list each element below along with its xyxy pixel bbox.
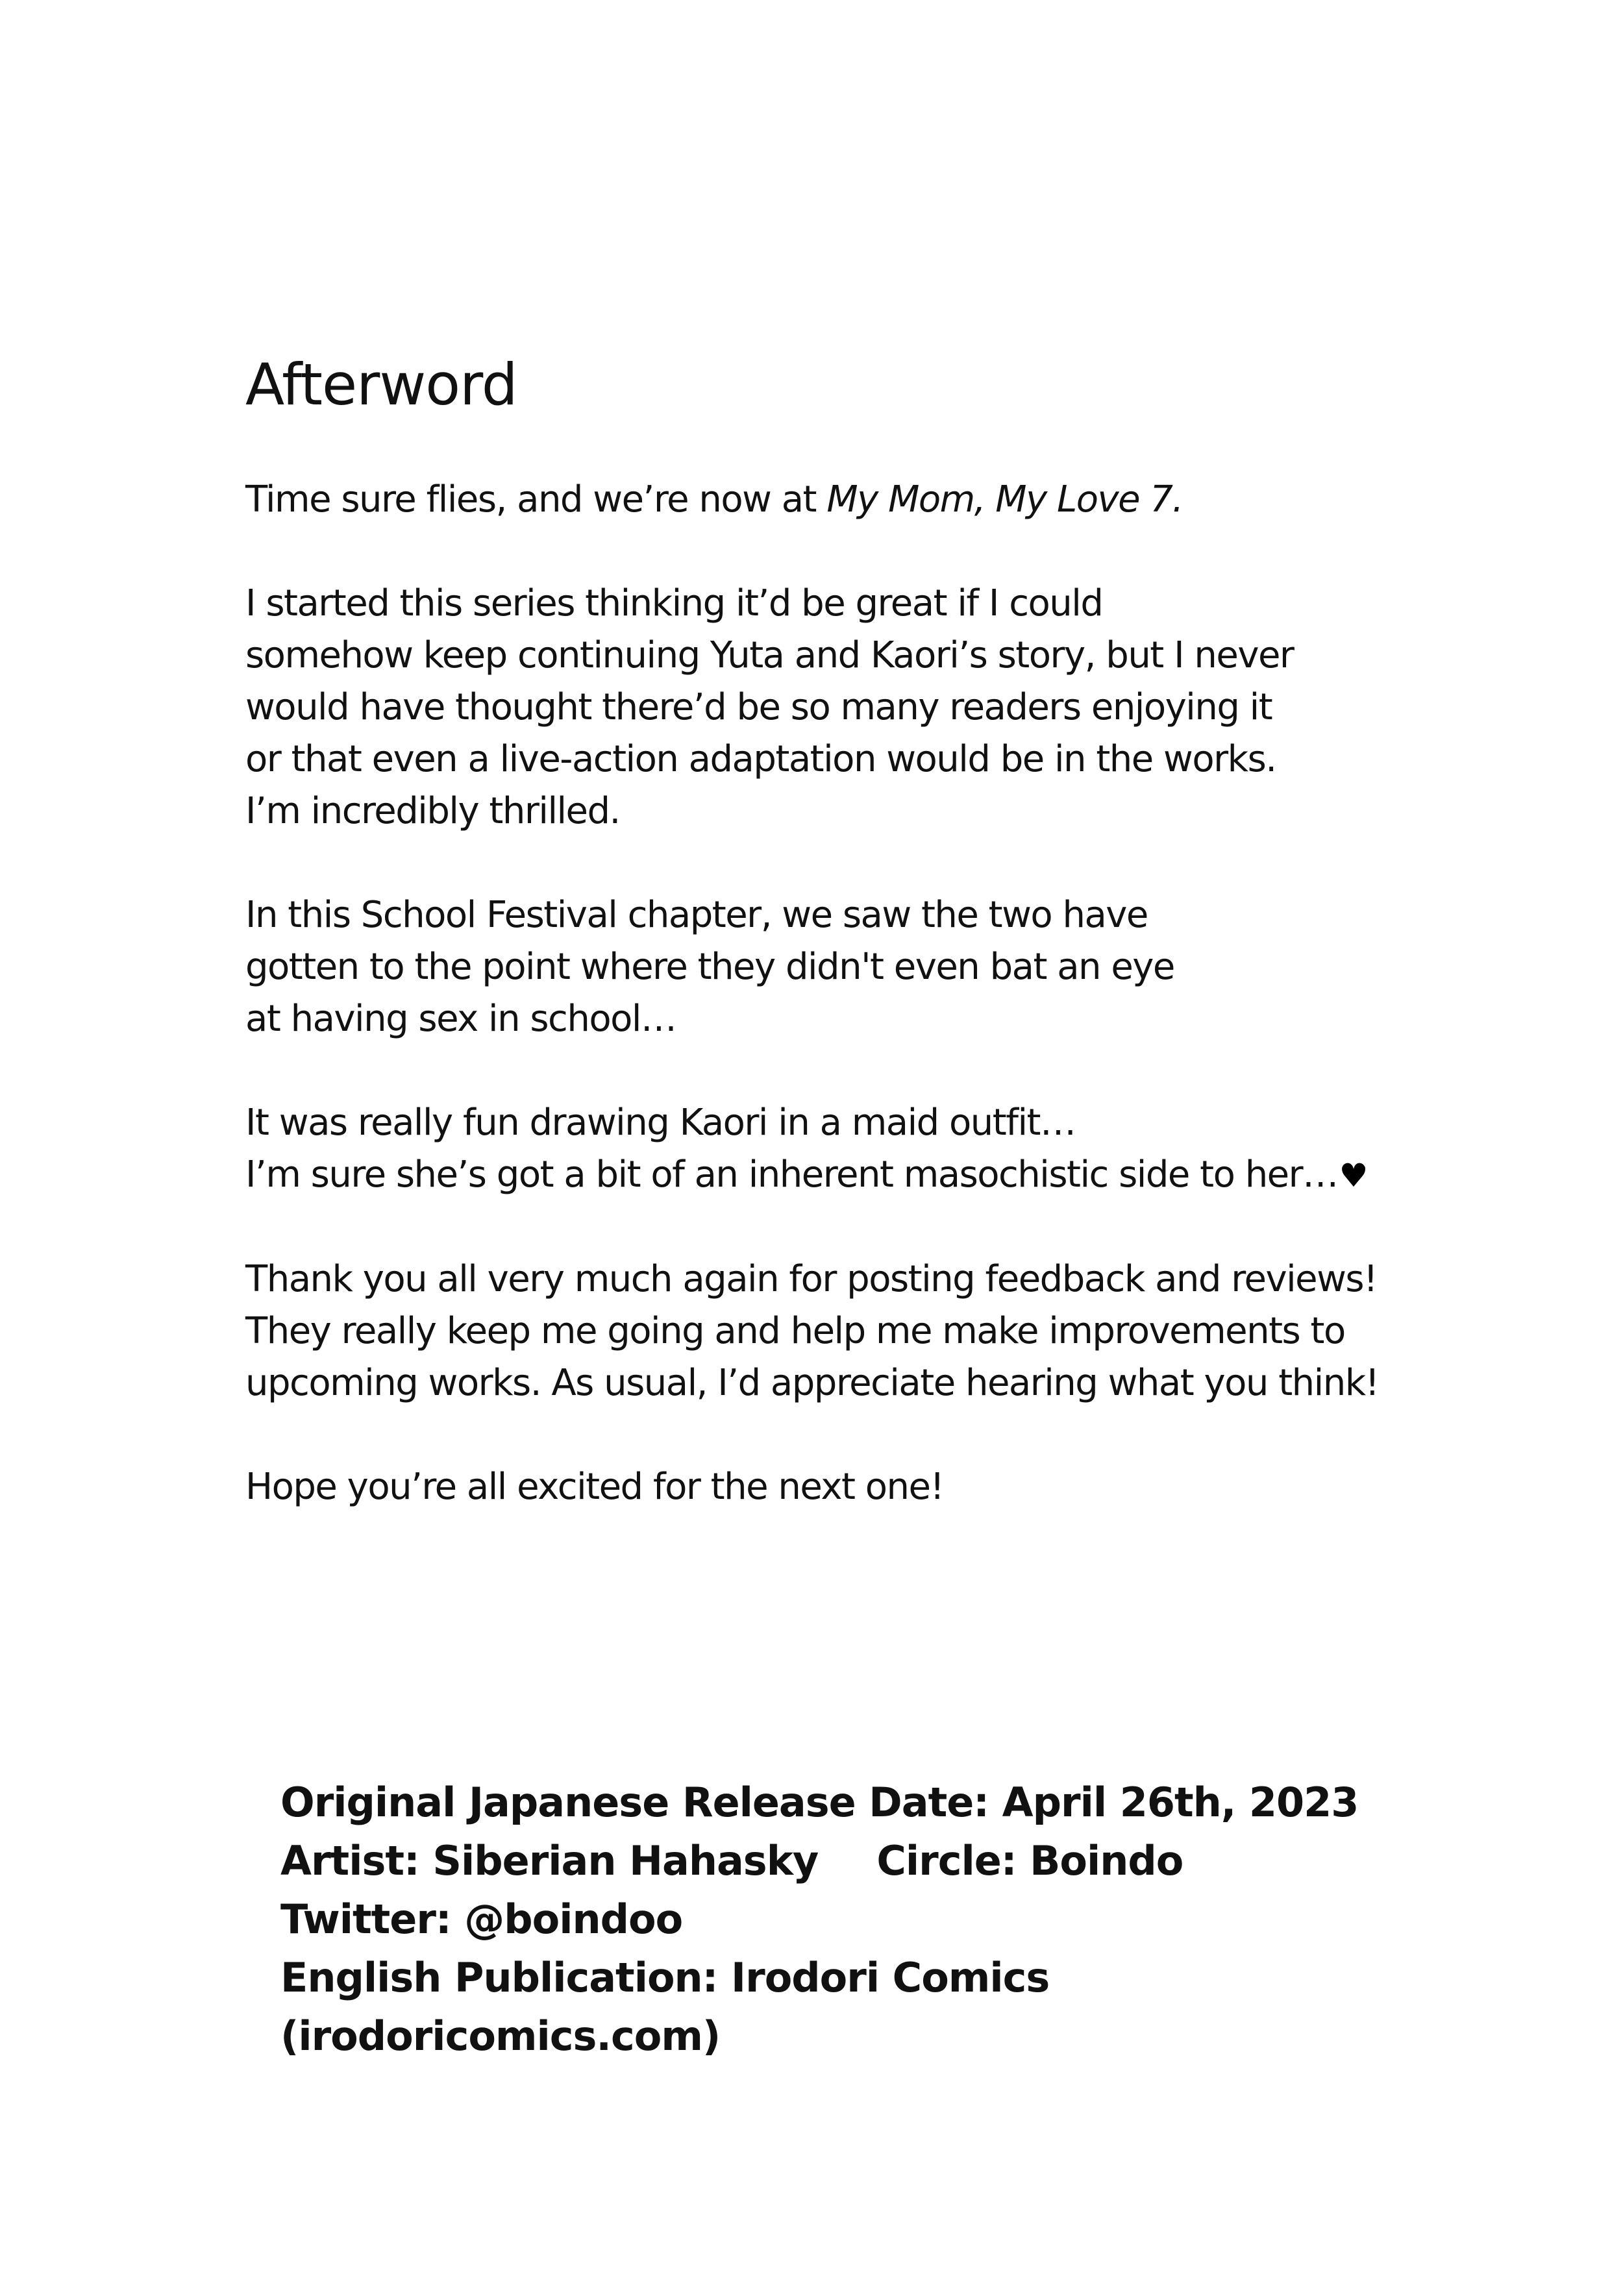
paragraph-6 <box>245 1461 1479 1513</box>
text-span: Time sure flies, and we’re now at <box>245 478 827 521</box>
circle-credit: Circle: Boindo <box>876 1837 1183 1884</box>
paragraph-2 <box>245 578 1479 837</box>
publication-credit: English Publication: Irodori Comics <box>280 1954 1050 2001</box>
paragraph-1 <box>245 474 1479 526</box>
series-title: My Mom, My Love 7. <box>826 478 1183 521</box>
text-line: somehow keep continuing Yuta and Kaori’s story, but I never <box>245 634 1294 676</box>
text-line: Thank you all very much again for posting feedback and reviews! <box>245 1258 1378 1300</box>
page-title: Afterword <box>245 351 517 418</box>
text-line: upcoming works. As usual, I’d appreciate hearing what you think! <box>245 1362 1379 1404</box>
text-line: I started this series thinking it’d be great if I could <box>245 582 1103 624</box>
text-line: or that even a live-action adaptation would be in the works. <box>245 738 1276 780</box>
text-line: In this School Festival chapter, we saw the two have <box>245 894 1148 936</box>
text-line: would have thought there’d be so many readers enjoying it <box>245 686 1272 728</box>
text-span: I’m sure she’s got a bit of an inherent masochistic side to her… <box>245 1154 1338 1196</box>
text-line: They really keep me going and help me make improvements to <box>245 1310 1345 1352</box>
text-line <box>245 474 1479 526</box>
publisher-website: (irodoricomics.com) <box>280 2012 721 2060</box>
artist-credit: Artist: Siberian Hahasky <box>280 1837 819 1884</box>
text-line: at having sex in school… <box>245 998 676 1040</box>
paragraph-3 <box>245 889 1479 1045</box>
text-line: gotten to the point where they didn't even bat an eye <box>245 946 1174 988</box>
text-line: Hope you’re all excited for the next one! <box>245 1466 944 1508</box>
text-line: It was really fun drawing Kaori in a maid outfit… <box>245 1102 1076 1144</box>
twitter-handle: Twitter: @boindoo <box>280 1895 683 1943</box>
text-line <box>245 1149 1479 1202</box>
artist-circle-line <box>280 1832 1514 1890</box>
credits-block <box>280 1773 1514 2066</box>
paragraph-5 <box>245 1253 1479 1409</box>
paragraph-4 <box>245 1097 1479 1202</box>
release-date: Original Japanese Release Date: April 26th, 2023 <box>280 1779 1359 1826</box>
afterword-body <box>245 474 1479 1565</box>
text-line: I’m incredibly thrilled. <box>245 790 620 832</box>
heart-icon: ♥ <box>1339 1157 1367 1194</box>
